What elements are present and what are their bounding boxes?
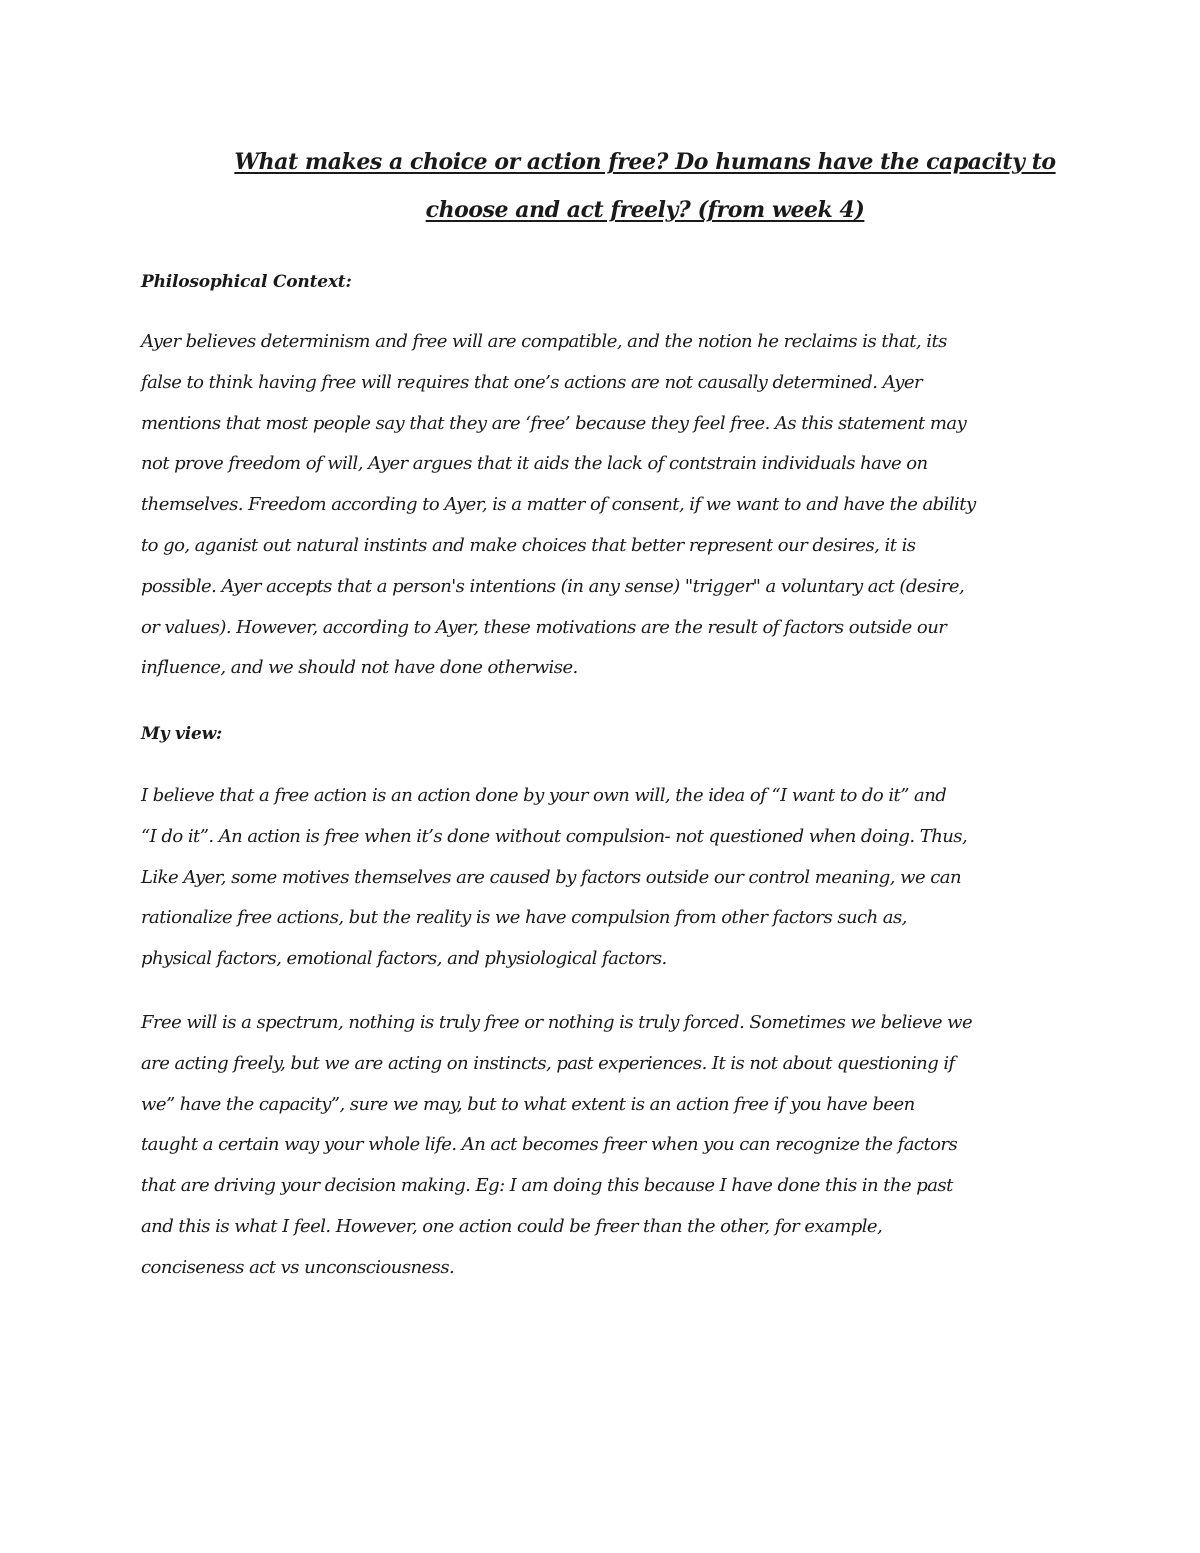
title-line: choose and act freely? (from week 4) <box>425 197 865 223</box>
text-line: conciseness act vs unconsciousness. <box>141 1256 455 1278</box>
text-line: mentions that most people say that they are ‘free’ because they feel free. As this statement may <box>141 412 967 434</box>
paragraph-philosophical-context <box>141 322 1066 689</box>
document-title <box>200 138 1090 234</box>
text-line: or values). However, according to Ayer, these motivations are the result of factors outside our <box>141 616 947 638</box>
text-line: not prove freedom of will, Ayer argues that it aids the lack of contstrain individuals have on <box>141 453 928 475</box>
paragraph-my-view-2 <box>141 1003 1066 1289</box>
section-heading-philosophical-context: Philosophical Context: <box>141 272 352 292</box>
text-line: Like Ayer, some motives themselves are caused by factors outside our control meaning, we can <box>141 866 962 888</box>
text-line: false to think having free will requires that one’s actions are not causally determined. Ayer <box>141 371 923 393</box>
section-heading-my-view: My view: <box>141 724 223 744</box>
text-line: possible. Ayer accepts that a person's intentions (in any sense) "trigger" a voluntary act (desire, <box>141 575 965 597</box>
text-line: to go, aganist out natural instints and make choices that better represent our desires, it is <box>141 534 916 556</box>
text-line: physical factors, emotional factors, and physiological factors. <box>141 948 667 970</box>
text-line: Ayer believes determinism and free will are compatible, and the notion he reclaims is that, its <box>141 331 947 352</box>
text-line: influence, and we should not have done otherwise. <box>141 657 578 679</box>
text-line: themselves. Freedom according to Ayer, is a matter of consent, if we want to and have the ability <box>141 494 976 516</box>
text-line: Free will is a spectrum, nothing is truly free or nothing is truly forced. Sometimes we believe we <box>141 1012 973 1033</box>
title-line: What makes a choice or action free? Do humans have the capacity to <box>234 149 1056 175</box>
paragraph-my-view-1 <box>141 776 1066 980</box>
text-line: that are driving your decision making. Eg: I am doing this because I have done this in the past <box>141 1175 953 1197</box>
text-line: taught a certain way your whole life. An act becomes freer when you can recognize the factors <box>141 1134 958 1156</box>
text-line: “I do it”. An action is free when it’s done without compulsion- not questioned when doing. Thus, <box>141 825 968 847</box>
text-line: rationalize free actions, but the reality is we have compulsion from other factors such as, <box>141 907 907 929</box>
text-line: we” have the capacity”, sure we may, but to what extent is an action free if you have been <box>141 1093 915 1115</box>
text-line: are acting freely, but we are acting on instincts, past experiences. It is not about questioning if <box>141 1052 955 1074</box>
text-line: and this is what I feel. However, one action could be freer than the other, for example, <box>141 1215 883 1237</box>
text-line: I believe that a free action is an action done by your own will, the idea of “I want to do it” and <box>141 785 947 806</box>
